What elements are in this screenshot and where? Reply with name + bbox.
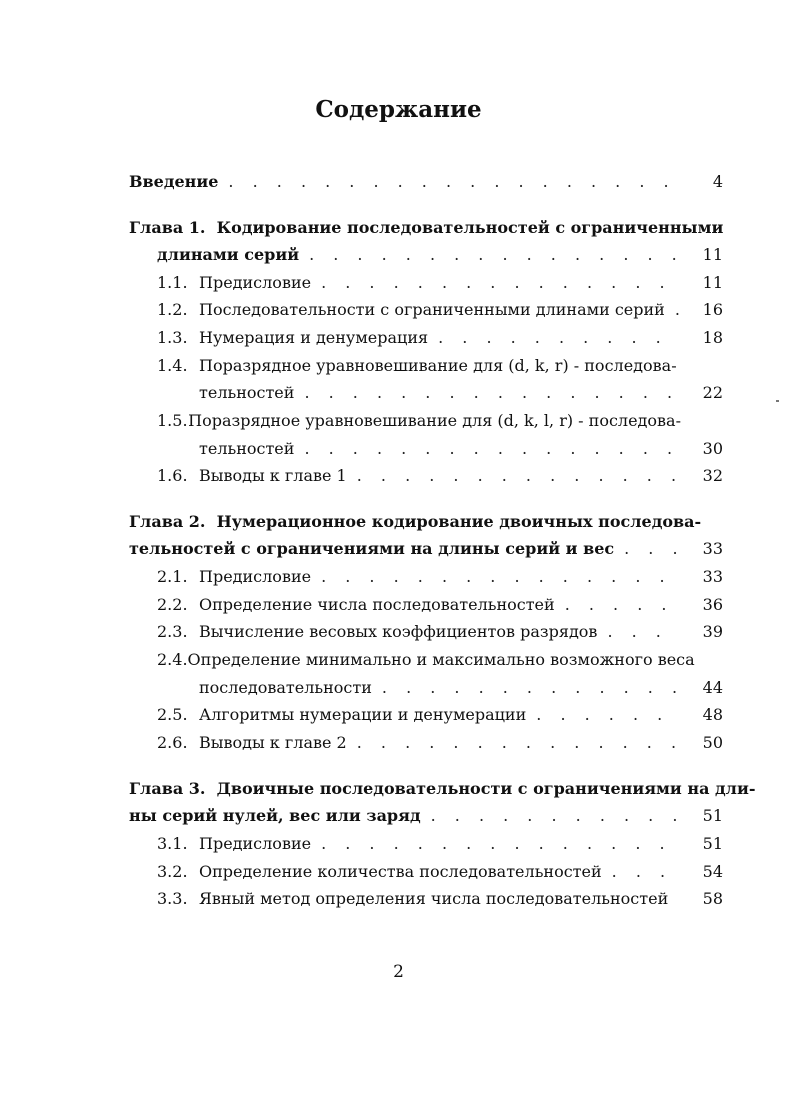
toc-chapter-heading[interactable] [129, 512, 723, 536]
toc-section[interactable] [157, 650, 695, 674]
toc-section[interactable] [157, 411, 681, 435]
chapter-title-line1: Кодирование последовательностей с ограниченными [216, 218, 724, 237]
chapter-title-line2: ны серий нулей, вес или заряд [129, 806, 421, 825]
toc-section[interactable] [157, 466, 723, 490]
toc-section[interactable] [157, 328, 723, 352]
toc-chapter-heading[interactable] [129, 218, 723, 242]
section-title-line2: последовательности [199, 678, 372, 697]
toc-section[interactable] [157, 300, 723, 324]
leader-dots [565, 595, 679, 614]
toc-page: 58 [702, 889, 723, 908]
leader-dots [612, 862, 679, 881]
section-number: 1.2. [157, 300, 188, 319]
section-title: Последовательности с ограниченными длинами серий [199, 300, 665, 319]
toc-page: 50 [702, 733, 723, 752]
toc-section[interactable] [157, 862, 723, 886]
leader-dots [309, 245, 679, 264]
toc-chapter-cont[interactable] [129, 539, 723, 563]
section-title-line2: тельностей [199, 439, 295, 458]
section-number: 1.3. [157, 328, 188, 347]
section-number: 2.3. [157, 622, 188, 641]
toc-section[interactable] [157, 705, 723, 729]
section-title: Определение количества последовательностей [199, 862, 602, 881]
section-number: 2.2. [157, 595, 188, 614]
section-title: Явный метод определения числа последовательностей [199, 889, 669, 908]
section-number: 2.4. [157, 650, 188, 669]
toc-section[interactable] [157, 733, 723, 757]
leader-dots [607, 622, 679, 641]
leader-dots [431, 806, 679, 825]
chapter-label: Глава 1. [129, 218, 206, 237]
toc-section[interactable] [157, 356, 681, 380]
chapter-label: Глава 2. [129, 512, 206, 531]
toc-page: 51 [702, 806, 723, 825]
section-number: 1.1. [157, 273, 188, 292]
section-title: Выводы к главе 1 [199, 466, 347, 485]
toc-page: 11 [702, 245, 723, 264]
section-title: Предисловие [199, 567, 312, 586]
chapter-label: Глава 3. [129, 779, 206, 798]
toc-section[interactable] [157, 889, 723, 913]
chapter-title-line1: Двоичные последовательности с ограничениями на дли- [216, 779, 756, 798]
toc-chapter-heading[interactable] [129, 779, 756, 803]
toc-section-cont[interactable] [199, 678, 723, 702]
toc-page: 48 [702, 705, 723, 724]
toc-chapter-cont[interactable] [157, 245, 723, 269]
section-number: 2.1. [157, 567, 188, 586]
section-number: 2.6. [157, 733, 188, 752]
toc-page: 33 [702, 539, 723, 558]
toc-page: 44 [702, 678, 723, 697]
section-number: 3.3. [157, 889, 188, 908]
page-title: Содержание [315, 96, 482, 123]
leader-dots [382, 678, 679, 697]
toc-page: 22 [702, 383, 723, 402]
chapter-title-line2: тельностей с ограничениями на длины серий и вес [129, 539, 615, 558]
chapter-title-line1: Нумерационное кодирование двоичных последова- [216, 512, 702, 531]
toc-section[interactable] [157, 595, 723, 619]
leader-dots [228, 172, 679, 191]
toc-page: 4 [712, 172, 723, 191]
chapter-title-line2: длинами серий [157, 245, 300, 264]
section-number: 1.4. [157, 356, 188, 375]
toc-chapter-cont[interactable] [129, 806, 723, 830]
leader-dots [304, 383, 679, 402]
leader-dots [624, 539, 679, 558]
toc-section-cont[interactable] [199, 439, 723, 463]
toc-page: 51 [702, 834, 723, 853]
scan-speck [776, 400, 779, 402]
toc-page: 11 [702, 273, 723, 292]
section-title-line1: Поразрядное уравновешивание для (d, k, l, r) - последова- [188, 411, 681, 430]
toc-page: 32 [702, 466, 723, 485]
section-number: 3.1. [157, 834, 188, 853]
section-title: Нумерация и денумерация [199, 328, 429, 347]
toc-page: 33 [702, 567, 723, 586]
leader-dots [357, 466, 679, 485]
toc-intro-label: Введение [129, 172, 219, 191]
leader-dots [438, 328, 679, 347]
section-number: 1.5. [157, 411, 188, 430]
toc-page: 30 [702, 439, 723, 458]
section-title: Алгоритмы нумерации и денумерации [199, 705, 527, 724]
toc-page: 54 [702, 862, 723, 881]
toc-page: 39 [702, 622, 723, 641]
section-title: Определение числа последовательностей [199, 595, 555, 614]
leader-dots [304, 439, 679, 458]
section-title: Вычисление весовых коэффициентов разрядов [199, 622, 598, 641]
leader-dots [321, 273, 679, 292]
section-number: 2.5. [157, 705, 188, 724]
section-title-line1: Определение минимально и максимально возможного веса [187, 650, 695, 669]
toc-section[interactable] [157, 834, 723, 858]
toc-section[interactable] [157, 567, 723, 591]
section-title-line1: Поразрядное уравновешивание для (d, k, r) - последова- [199, 356, 677, 375]
page-number: 2 [393, 962, 404, 982]
section-title-line2: тельностей [199, 383, 295, 402]
toc-intro[interactable] [129, 172, 723, 196]
leader-dots [321, 567, 679, 586]
toc-section-cont[interactable] [199, 383, 723, 407]
section-title: Предисловие [199, 834, 312, 853]
toc-page: 18 [702, 328, 723, 347]
section-title: Предисловие [199, 273, 312, 292]
section-number: 3.2. [157, 862, 188, 881]
section-number: 1.6. [157, 466, 188, 485]
leader-dots [357, 733, 679, 752]
toc-page: 36 [702, 595, 723, 614]
leader-dots [321, 834, 679, 853]
toc-section[interactable] [157, 273, 723, 297]
toc-section[interactable] [157, 622, 723, 646]
leader-dots [536, 705, 679, 724]
toc-page: 16 [702, 300, 723, 319]
section-title: Выводы к главе 2 [199, 733, 347, 752]
